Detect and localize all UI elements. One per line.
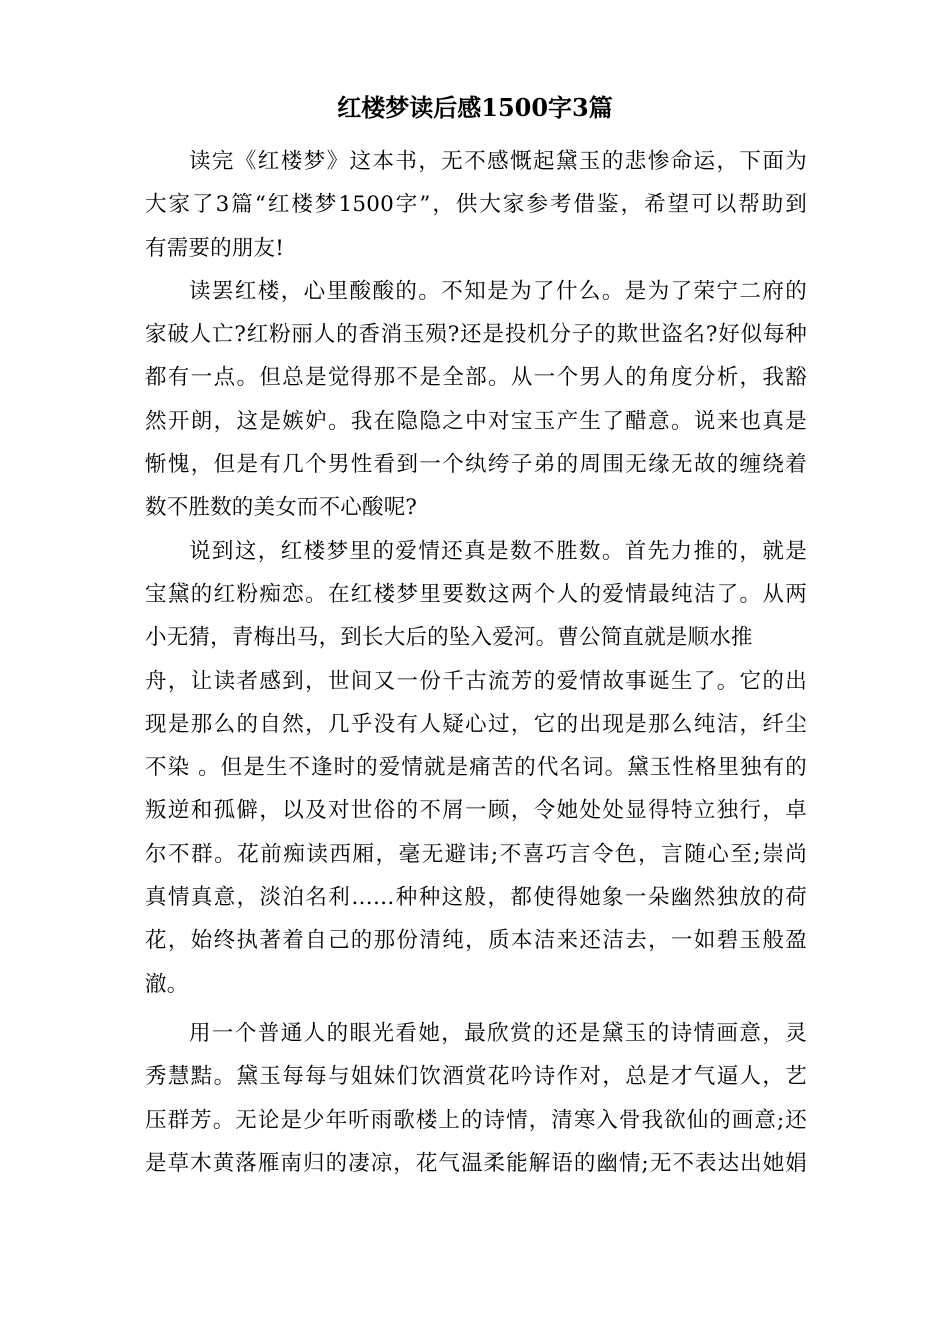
text-line: 数不胜数的美女而不心酸呢?	[145, 495, 418, 521]
paragraph-2	[145, 270, 807, 530]
paragraph-4	[145, 1012, 807, 1185]
text-line: 家破人亡?红粉丽人的香消玉殒?还是投机分子的欺世盗名?好似每种	[145, 322, 807, 348]
text-line: 用一个普通人的眼光看她，最欣赏的还是黛玉的诗情画意，灵	[189, 1020, 807, 1046]
text-line: 小无猜，青梅出马，到长大后的坠入爱河。曹公简直就是顺水推	[145, 625, 753, 651]
text-line: 然开朗，这是嫉妒。我在隐隐之中对宝玉产生了醋意。说来也真是	[145, 408, 807, 434]
text-line: 读罢红楼，心里酸酸的。不知是为了什么。是为了荣宁二府的	[189, 278, 807, 304]
text-line: 真情真意，淡泊名利……种种这般，都使得她象一朵幽然独放的荷	[145, 885, 807, 911]
text-line: 舟，让读者感到，世间又一份千古流芳的爱情故事诞生了。它的出	[145, 668, 807, 694]
text-line: 现是那么的自然，几乎没有人疑心过，它的出现是那么纯洁，纤尘	[145, 711, 807, 737]
text-line: 压群芳。无论是少年听雨歌楼上的诗情，清寒入骨我欲仙的画意;还	[145, 1107, 807, 1133]
paragraph-1	[145, 140, 807, 270]
text-line: 秀慧黠。黛玉每每与姐妹们饮酒赏花吟诗作对，总是才气逼人，艺	[145, 1064, 807, 1090]
text-line: 是草木黄落雁南归的凄凉，花气温柔能解语的幽情;无不表达出她娟	[145, 1150, 807, 1176]
text-line: 读完《红楼梦》这本书，无不感慨起黛玉的悲惨命运，下面为	[189, 149, 807, 174]
text-line: 花，始终执著着自己的那份清纯，质本洁来还洁去，一如碧玉般盈	[145, 928, 807, 954]
text-line: 说到这，红楼梦里的爱情还真是数不胜数。首先力推的，就是	[189, 538, 807, 564]
document-title: 红楼梦读后感1500字3篇	[337, 93, 613, 122]
text-line: 不染 。但是生不逢时的爱情就是痛苦的代名词。黛玉性格里独有的	[145, 755, 807, 781]
text-line: 宝黛的红粉痴恋。在红楼梦里要数这两个人的爱情最纯洁了。从两	[145, 581, 807, 607]
paragraph-3	[145, 530, 807, 1006]
text-line: 叛逆和孤僻，以及对世俗的不屑一顾，令她处处显得特立独行，卓	[145, 798, 807, 824]
text-line: 尔不群。花前痴读西厢，毫无避讳;不喜巧言令色，言随心至;崇尚	[145, 841, 807, 867]
text-line: 大家了3篇“红楼梦1500字”，供大家参考借鉴，希望可以帮助到	[145, 192, 807, 218]
text-line: 澈。	[145, 971, 189, 997]
text-line: 有需要的朋友!	[145, 235, 285, 261]
text-line: 都有一点。但总是觉得那不是全部。从一个男人的角度分析，我豁	[145, 365, 807, 391]
document-body	[145, 140, 807, 1185]
text-line: 惭愧，但是有几个男性看到一个纨绔子弟的周围无缘无故的缠绕着	[145, 452, 807, 478]
